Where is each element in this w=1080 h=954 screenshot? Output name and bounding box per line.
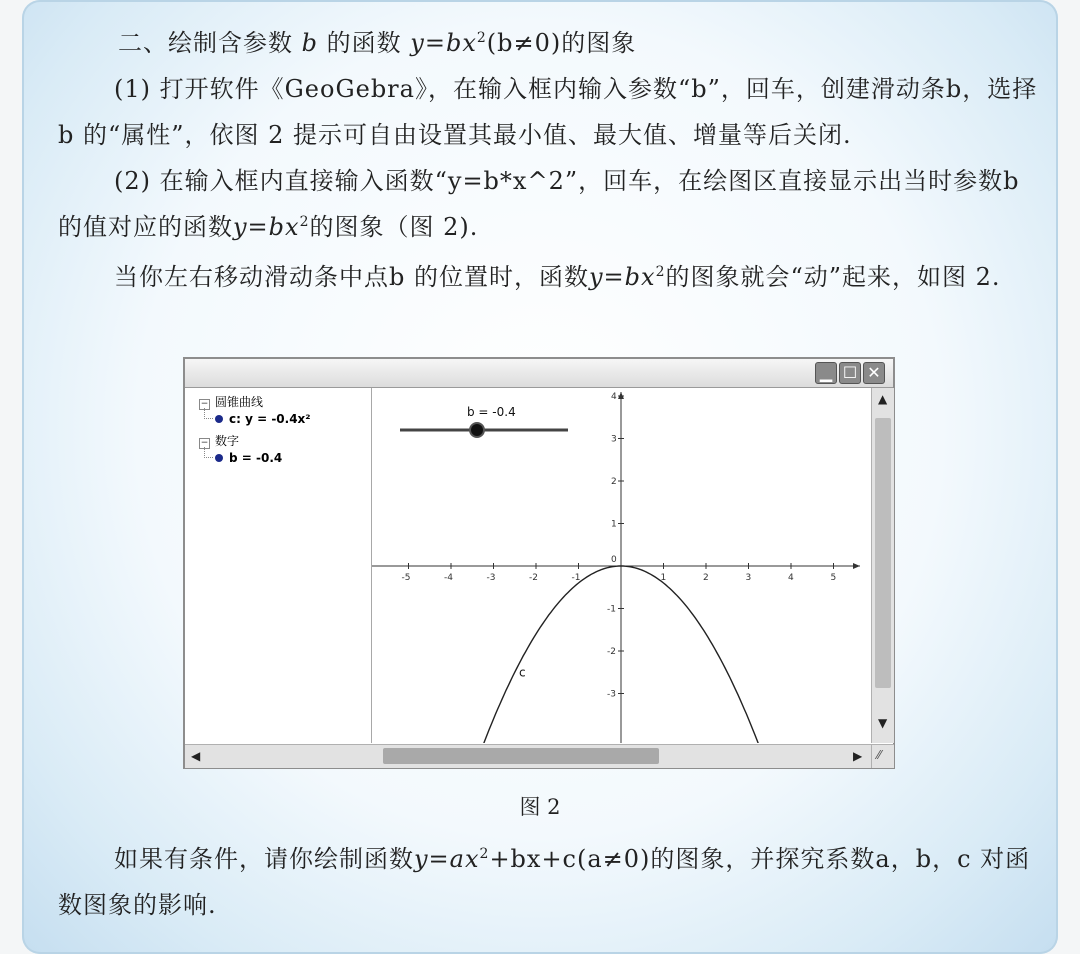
minimize-button[interactable]: ▁ bbox=[815, 362, 837, 384]
algebra-group-conics[interactable]: − 圆锥曲线 bbox=[200, 395, 264, 409]
collapse-icon[interactable]: − bbox=[200, 399, 209, 409]
horizontal-scrollbar[interactable] bbox=[185, 744, 871, 768]
figure-caption: 图 2 bbox=[519, 795, 561, 819]
y-tick-label: 3 bbox=[611, 434, 617, 445]
x-tick-label: -3 bbox=[486, 573, 496, 583]
paragraph-2: (2) 在输入框内直接输入函数“y=b*x^2”，回车，在绘图区直接显示出当时参数b 的值对应的函数$y=bx^2$的图象（图 2). bbox=[58, 167, 1020, 241]
vertical-scrollbar[interactable] bbox=[871, 388, 894, 743]
x-axis-arrow-icon bbox=[853, 563, 860, 569]
algebra-item-slider[interactable]: b = -0.4 bbox=[215, 451, 282, 465]
resize-grip-icon[interactable]: ⁄⁄ bbox=[871, 744, 894, 768]
section-heading: 二、绘制含参数 b 的函数 $y=bx^2(b\ne 0)$的图象 bbox=[118, 29, 637, 57]
y-tick-label: -3 bbox=[607, 689, 616, 700]
y-tick-label: 0 bbox=[611, 555, 617, 565]
visibility-dot-icon[interactable] bbox=[215, 454, 223, 462]
close-button[interactable]: ✕ bbox=[863, 362, 885, 384]
algebra-group-numbers[interactable]: − 数字 bbox=[200, 434, 240, 448]
geogebra-window bbox=[183, 357, 895, 769]
algebra-item-function[interactable]: c: y = -0.4x² bbox=[215, 412, 311, 426]
scroll-right-icon[interactable]: ▶ bbox=[853, 749, 863, 763]
x-tick-label: 3 bbox=[745, 573, 752, 583]
curve-label: c bbox=[519, 665, 526, 680]
function-plot[interactable] bbox=[372, 388, 870, 743]
y-tick-label: 2 bbox=[611, 477, 617, 487]
scroll-up-icon[interactable]: ▲ bbox=[878, 392, 888, 406]
paragraph-3: 当你左右移动滑动条中点b 的位置时，函数$y=bx^2$的图象就会“动”起来，如图 2. bbox=[114, 263, 1001, 291]
x-tick-label: -5 bbox=[401, 573, 411, 583]
slider-label: b = -0.4 bbox=[467, 405, 516, 419]
x-tick-label: -4 bbox=[444, 573, 453, 583]
x-tick-label: 5 bbox=[830, 573, 837, 583]
graphics-view[interactable] bbox=[372, 388, 870, 743]
x-tick-label: -1 bbox=[571, 573, 581, 583]
tree-connector bbox=[204, 447, 213, 458]
y-tick-label: 4 bbox=[611, 392, 617, 402]
scroll-down-icon[interactable]: ▼ bbox=[878, 716, 888, 730]
vertical-scroll-thumb[interactable] bbox=[875, 418, 891, 688]
maximize-button[interactable]: ☐ bbox=[839, 362, 861, 384]
paragraph-1: (1) 打开软件《GeoGebra》，在输入框内输入参数“b”，回车，创建滑动条b，选择b 的“属性”，依图 2 提示可自由设置其最小值、最大值、增量等后关闭. bbox=[58, 75, 1038, 149]
x-tick-label: -2 bbox=[529, 573, 538, 583]
window-title-bar bbox=[185, 359, 893, 388]
y-tick-label: 1 bbox=[611, 519, 617, 530]
visibility-dot-icon[interactable] bbox=[215, 415, 223, 423]
x-tick-label: 1 bbox=[660, 573, 667, 583]
scroll-left-icon[interactable]: ◀ bbox=[191, 749, 201, 763]
y-tick-label: -1 bbox=[607, 604, 616, 615]
tree-connector bbox=[204, 408, 213, 419]
horizontal-scroll-thumb[interactable] bbox=[383, 748, 659, 764]
y-tick-label: -2 bbox=[607, 647, 616, 657]
collapse-icon[interactable]: − bbox=[200, 438, 209, 448]
slider-point[interactable] bbox=[470, 423, 484, 437]
algebra-view bbox=[185, 388, 372, 743]
x-tick-label: 2 bbox=[703, 573, 709, 583]
paragraph-4: 如果有条件，请你绘制函数$y=ax^2+bx+c(a\ne 0)$的图象，并探究系数a，b，c 对函数图象的影响. bbox=[58, 845, 1031, 919]
x-tick-label: 4 bbox=[788, 573, 794, 583]
